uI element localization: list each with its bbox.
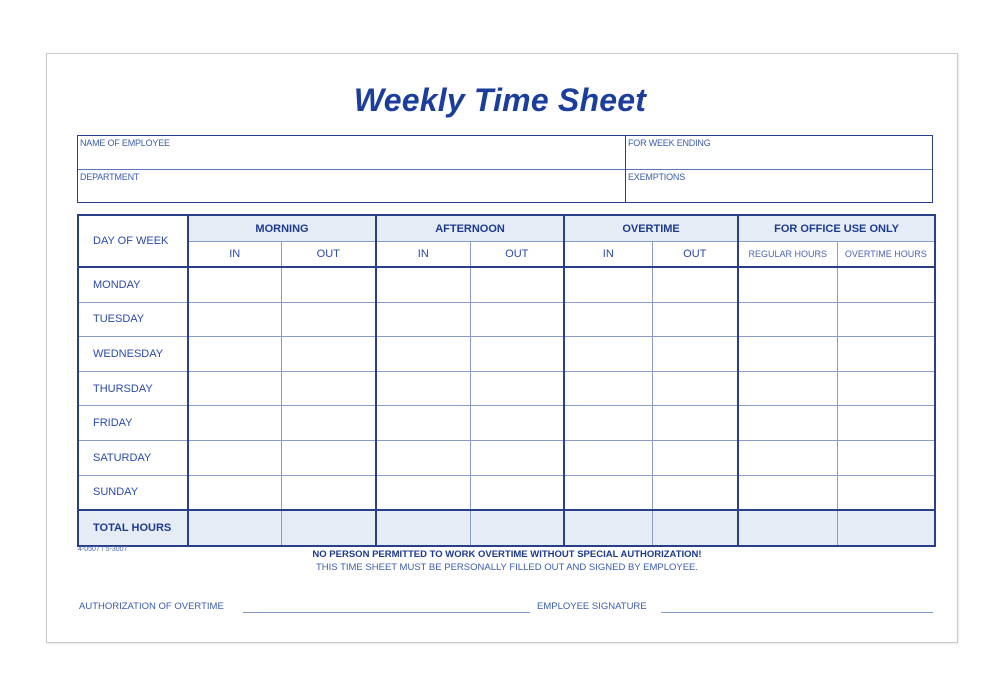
overtime-in-cell[interactable] <box>564 440 652 475</box>
afternoon-out-cell[interactable] <box>470 371 564 406</box>
overtime-in-cell[interactable] <box>564 302 652 337</box>
day-label: TUESDAY <box>78 302 188 337</box>
total-regular-hours-cell[interactable] <box>738 510 837 546</box>
total-morning-out-cell[interactable] <box>281 510 376 546</box>
overtime-header: OVERTIME <box>564 215 738 242</box>
overtime-out-cell[interactable] <box>652 371 738 406</box>
day-label: SUNDAY <box>78 475 188 510</box>
afternoon-in-cell[interactable] <box>376 475 470 510</box>
overtime-out-cell[interactable] <box>652 475 738 510</box>
day-label: WEDNESDAY <box>78 337 188 372</box>
regular-hours-cell[interactable] <box>738 267 837 302</box>
afternoon-in-cell[interactable] <box>376 371 470 406</box>
morning-out-cell[interactable] <box>281 440 376 475</box>
time-table <box>77 214 936 547</box>
department-field[interactable]: DEPARTMENT <box>80 172 140 182</box>
overtime-hours-cell[interactable] <box>837 337 935 372</box>
afternoon-in-header: IN <box>376 242 470 268</box>
page-title: Weekly Time Sheet <box>353 82 647 118</box>
regular-hours-header: REGULAR HOURS <box>738 242 837 268</box>
employee-signature-label: EMPLOYEE SIGNATURE <box>537 601 647 612</box>
overtime-in-cell[interactable] <box>564 267 652 302</box>
fill-out-notice: THIS TIME SHEET MUST BE PERSONALLY FILLED OUT AND SIGNED BY EMPLOYEE. <box>315 562 699 573</box>
regular-hours-cell[interactable] <box>738 337 837 372</box>
morning-out-cell[interactable] <box>281 406 376 441</box>
afternoon-out-header: OUT <box>470 242 564 268</box>
regular-hours-cell[interactable] <box>738 406 837 441</box>
regular-hours-cell[interactable] <box>738 475 837 510</box>
afternoon-out-cell[interactable] <box>470 337 564 372</box>
afternoon-out-cell[interactable] <box>470 475 564 510</box>
divider <box>78 169 932 170</box>
table-row <box>78 440 935 475</box>
afternoon-in-cell[interactable] <box>376 337 470 372</box>
name-of-employee-field[interactable]: NAME OF EMPLOYEE <box>80 138 170 148</box>
total-overtime-out-cell[interactable] <box>652 510 738 546</box>
total-hours-label: TOTAL HOURS <box>78 510 188 546</box>
afternoon-out-cell[interactable] <box>470 302 564 337</box>
overtime-hours-cell[interactable] <box>837 406 935 441</box>
total-overtime-in-cell[interactable] <box>564 510 652 546</box>
overtime-out-cell[interactable] <box>652 440 738 475</box>
day-label: MONDAY <box>78 267 188 302</box>
afternoon-in-cell[interactable] <box>376 267 470 302</box>
overtime-in-cell[interactable] <box>564 337 652 372</box>
morning-header: MORNING <box>188 215 376 242</box>
overtime-hours-cell[interactable] <box>837 475 935 510</box>
total-hours-row <box>78 510 935 546</box>
form-number: 4-0507 / 5-3007 <box>78 546 128 553</box>
morning-in-cell[interactable] <box>188 267 281 302</box>
overtime-hours-cell[interactable] <box>837 371 935 406</box>
morning-out-cell[interactable] <box>281 371 376 406</box>
morning-out-cell[interactable] <box>281 337 376 372</box>
morning-in-cell[interactable] <box>188 475 281 510</box>
regular-hours-cell[interactable] <box>738 302 837 337</box>
table-row <box>78 475 935 510</box>
overtime-in-header: IN <box>564 242 652 268</box>
day-label: SATURDAY <box>78 440 188 475</box>
overtime-hours-header: OVERTIME HOURS <box>837 242 935 268</box>
overtime-out-cell[interactable] <box>652 302 738 337</box>
authorization-of-overtime-label: AUTHORIZATION OF OVERTIME <box>79 601 224 612</box>
afternoon-header: AFTERNOON <box>376 215 564 242</box>
morning-in-header: IN <box>188 242 281 268</box>
exemptions-field[interactable]: EXEMPTIONS <box>628 172 686 182</box>
overtime-in-cell[interactable] <box>564 371 652 406</box>
afternoon-out-cell[interactable] <box>470 267 564 302</box>
overtime-notice: NO PERSON PERMITTED TO WORK OVERTIME WITHOUT SPECIAL AUTHORIZATION! <box>312 549 702 560</box>
morning-in-cell[interactable] <box>188 406 281 441</box>
afternoon-in-cell[interactable] <box>376 406 470 441</box>
table-row <box>78 406 935 441</box>
day-of-week-header: DAY OF WEEK <box>78 215 188 267</box>
table-row <box>78 371 935 406</box>
overtime-out-cell[interactable] <box>652 406 738 441</box>
morning-out-cell[interactable] <box>281 475 376 510</box>
morning-in-cell[interactable] <box>188 440 281 475</box>
overtime-hours-cell[interactable] <box>837 440 935 475</box>
overtime-hours-cell[interactable] <box>837 302 935 337</box>
overtime-in-cell[interactable] <box>564 406 652 441</box>
table-row <box>78 337 935 372</box>
day-label: FRIDAY <box>78 406 188 441</box>
total-afternoon-in-cell[interactable] <box>376 510 470 546</box>
overtime-out-cell[interactable] <box>652 267 738 302</box>
afternoon-in-cell[interactable] <box>376 302 470 337</box>
table-row <box>78 267 935 302</box>
employee-signature-line[interactable] <box>661 612 933 613</box>
regular-hours-cell[interactable] <box>738 371 837 406</box>
overtime-out-cell[interactable] <box>652 337 738 372</box>
overtime-hours-cell[interactable] <box>837 267 935 302</box>
for-week-ending-field[interactable]: FOR WEEK ENDING <box>628 138 711 148</box>
morning-in-cell[interactable] <box>188 302 281 337</box>
day-label: THURSDAY <box>78 371 188 406</box>
total-afternoon-out-cell[interactable] <box>470 510 564 546</box>
office-use-header: FOR OFFICE USE ONLY <box>738 215 935 242</box>
morning-out-cell[interactable] <box>281 267 376 302</box>
afternoon-in-cell[interactable] <box>376 440 470 475</box>
morning-out-cell[interactable] <box>281 302 376 337</box>
overtime-out-header: OUT <box>652 242 738 268</box>
regular-hours-cell[interactable] <box>738 440 837 475</box>
table-row <box>78 302 935 337</box>
morning-in-cell[interactable] <box>188 371 281 406</box>
afternoon-out-cell[interactable] <box>470 440 564 475</box>
afternoon-out-cell[interactable] <box>470 406 564 441</box>
employee-info-box <box>77 135 933 203</box>
total-morning-in-cell[interactable] <box>188 510 281 546</box>
divider <box>625 136 626 202</box>
morning-out-header: OUT <box>281 242 376 268</box>
morning-in-cell[interactable] <box>188 337 281 372</box>
authorization-signature-line[interactable] <box>243 612 530 613</box>
overtime-in-cell[interactable] <box>564 475 652 510</box>
total-overtime-hours-cell[interactable] <box>837 510 935 546</box>
